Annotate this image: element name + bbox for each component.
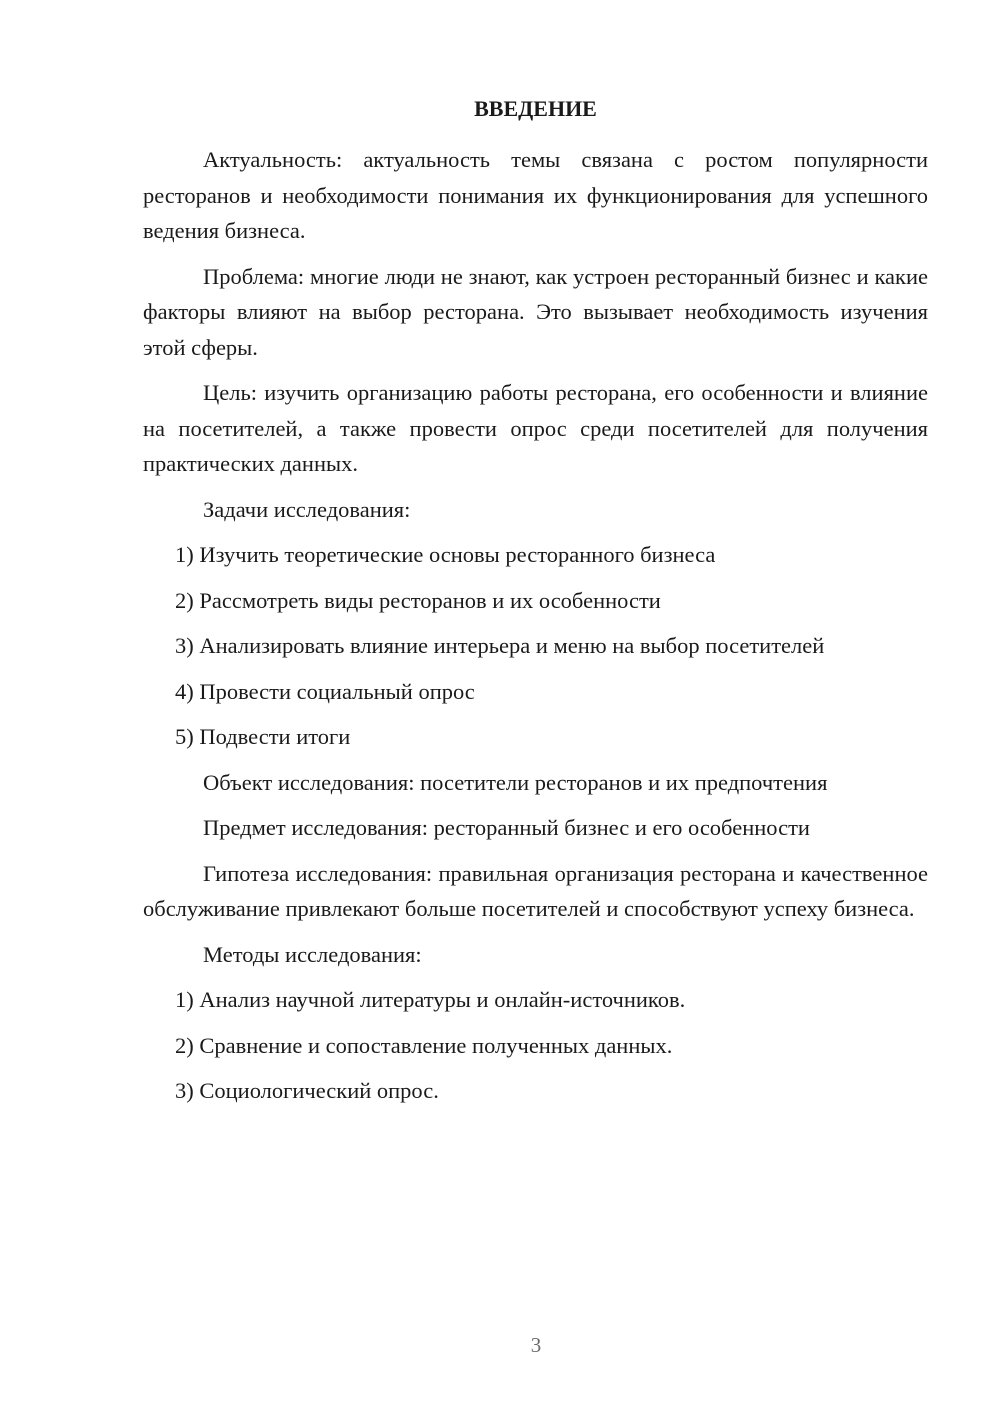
problem-paragraph: Проблема: многие люди не знают, как устроен ресторанный бизнес и какие факторы влияют на выбор ресторана. Это вызывает необходимость изучения этой сферы. xyxy=(143,263,928,360)
methods-title: Методы исследования: xyxy=(203,941,422,967)
subject-paragraph: Предмет исследования: ресторанный бизнес и его особенности xyxy=(203,815,810,840)
task-item: 5) Подвести итоги xyxy=(175,724,351,749)
goal-paragraph: Цель: изучить организацию работы ресторана, его особенности и влияние на посетителей, а также провести опрос среди посетителей для получения практических данных. xyxy=(143,380,928,476)
relevance-paragraph: Актуальность: актуальность темы связана с ростом популярности ресторанов и необходимости понимания их функционирования для успешного ведения бизнеса. xyxy=(143,147,928,243)
method-item: 2) Сравнение и сопоставление полученных данных. xyxy=(175,1032,673,1058)
method-item: 1) Анализ научной литературы и онлайн-источников. xyxy=(175,987,686,1012)
section-heading: ВВЕДЕНИЕ xyxy=(474,96,597,121)
document-page xyxy=(143,94,928,1119)
object-paragraph: Объект исследования: посетители ресторанов и их предпочтения xyxy=(203,769,828,795)
page-number: 3 xyxy=(530,1333,542,1357)
task-item: 2) Рассмотреть виды ресторанов и их особенности xyxy=(175,587,661,613)
task-item: 3) Анализировать влияние интерьера и меню на выбор посетителей xyxy=(175,633,825,658)
task-item: 1) Изучить теоретические основы ресторанного бизнеса xyxy=(175,542,716,567)
task-item: 4) Провести социальный опрос xyxy=(175,678,475,704)
method-item: 3) Социологический опрос. xyxy=(175,1078,439,1103)
hypothesis-paragraph: Гипотеза исследования: правильная организация ресторана и качественное обслуживание привлекают больше посетителей и способствуют успеху бизнеса. xyxy=(143,860,928,921)
tasks-title: Задачи исследования: xyxy=(203,496,411,522)
